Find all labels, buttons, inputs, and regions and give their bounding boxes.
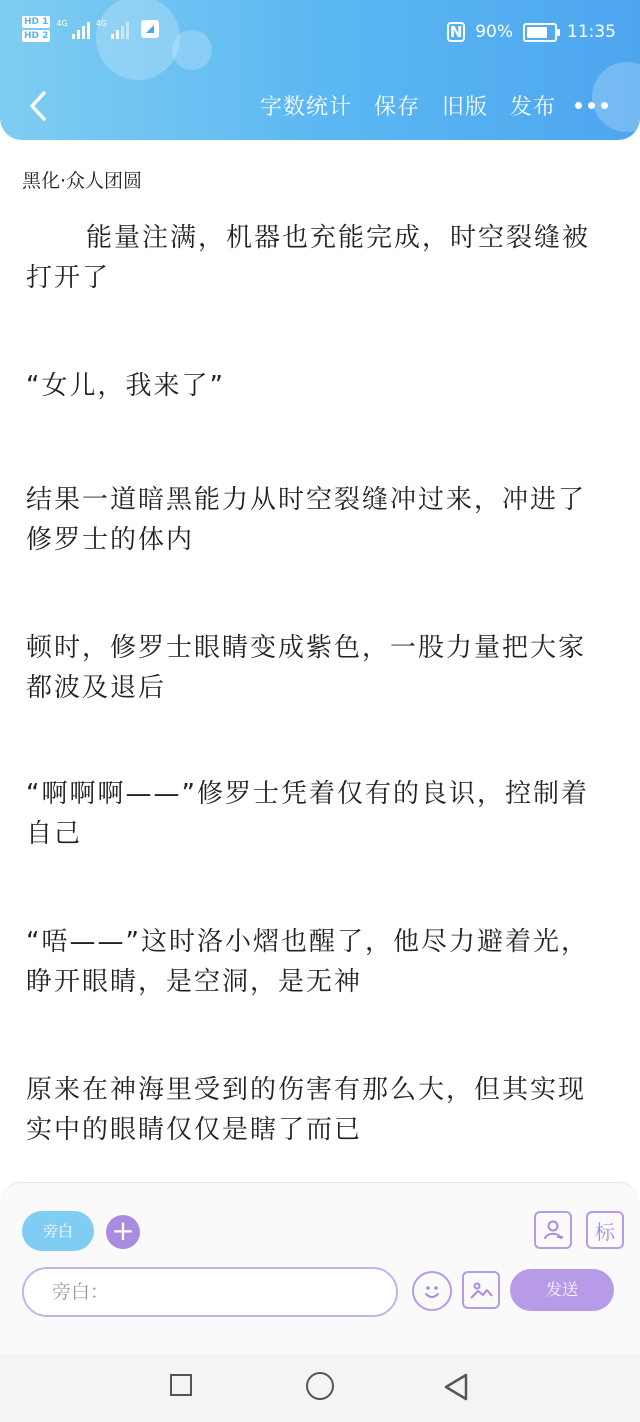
composer-panel: [0, 1182, 640, 1355]
system-navigation-bar: [0, 1354, 640, 1422]
network-type-2: 4G: [95, 19, 107, 28]
document-title: 黑化·众人团圆: [22, 170, 143, 192]
paragraph: 原来在神海里受到的伤害有那么大，但其实现实中的眼睛仅仅是瞎了而已: [26, 1075, 587, 1145]
paragraph: “唔——”这时洛小熠也醒了，他尽力避着光，睁开眼睛，是空洞，是无神: [26, 927, 589, 997]
more-options-icon[interactable]: [575, 102, 608, 109]
hd2-label: HD 2: [24, 31, 49, 41]
toolbar: [0, 80, 640, 136]
status-left: [22, 16, 159, 42]
publish-button[interactable]: 发布: [509, 95, 556, 120]
paragraph: 能量注满，机器也充能完成，时空裂缝被打开了: [26, 223, 591, 293]
smiley-icon: [418, 1277, 446, 1305]
status-right: [447, 22, 616, 42]
recent-apps-icon[interactable]: [170, 1374, 192, 1396]
hd1-label: HD 1: [24, 17, 49, 27]
clock: 11:35: [567, 22, 616, 42]
app-notification-icon: [141, 20, 159, 38]
home-icon[interactable]: [306, 1372, 334, 1400]
old-version-button[interactable]: 旧版: [441, 95, 488, 120]
hd-indicator: [22, 16, 50, 42]
toolbar-actions: [260, 90, 556, 121]
user-card-icon: [540, 1217, 566, 1243]
message-input[interactable]: 旁白：: [22, 1267, 398, 1317]
nfc-icon: N: [447, 22, 465, 42]
send-button[interactable]: 发送: [510, 1269, 614, 1311]
tag-button[interactable]: [586, 1211, 624, 1249]
image-button[interactable]: [462, 1271, 500, 1309]
back-button[interactable]: [20, 86, 56, 126]
battery-icon: [523, 23, 557, 42]
tag-icon: 标: [595, 1219, 615, 1244]
status-bar: [0, 0, 640, 70]
paragraph: “啊啊啊——”修罗士凭着仅有的良识，控制着自己: [26, 779, 589, 849]
system-back-icon[interactable]: [442, 1372, 470, 1406]
chevron-left-icon: [28, 90, 48, 122]
role-chip-narrator[interactable]: 旁白: [22, 1211, 94, 1251]
signal-icon-2: [96, 19, 129, 39]
character-card-button[interactable]: [534, 1211, 572, 1249]
top-header: [0, 0, 640, 140]
save-button[interactable]: 保存: [373, 95, 420, 120]
signal-icon: [56, 19, 89, 39]
emoji-button[interactable]: [412, 1271, 452, 1311]
add-role-button[interactable]: +: [106, 1215, 140, 1249]
image-icon: [468, 1277, 494, 1303]
paragraph: 顿时，修罗士眼睛变成紫色，一股力量把大家都波及退后: [26, 633, 587, 703]
battery-percent: 90%: [475, 22, 513, 42]
word-count-button[interactable]: 字数统计: [259, 95, 352, 120]
paragraph: 结果一道暗黑能力从时空裂缝冲过来，冲进了修罗士的体内: [26, 485, 587, 555]
paragraph: “女儿，我来了”: [26, 371, 225, 401]
network-type-1: 4G: [56, 19, 68, 28]
